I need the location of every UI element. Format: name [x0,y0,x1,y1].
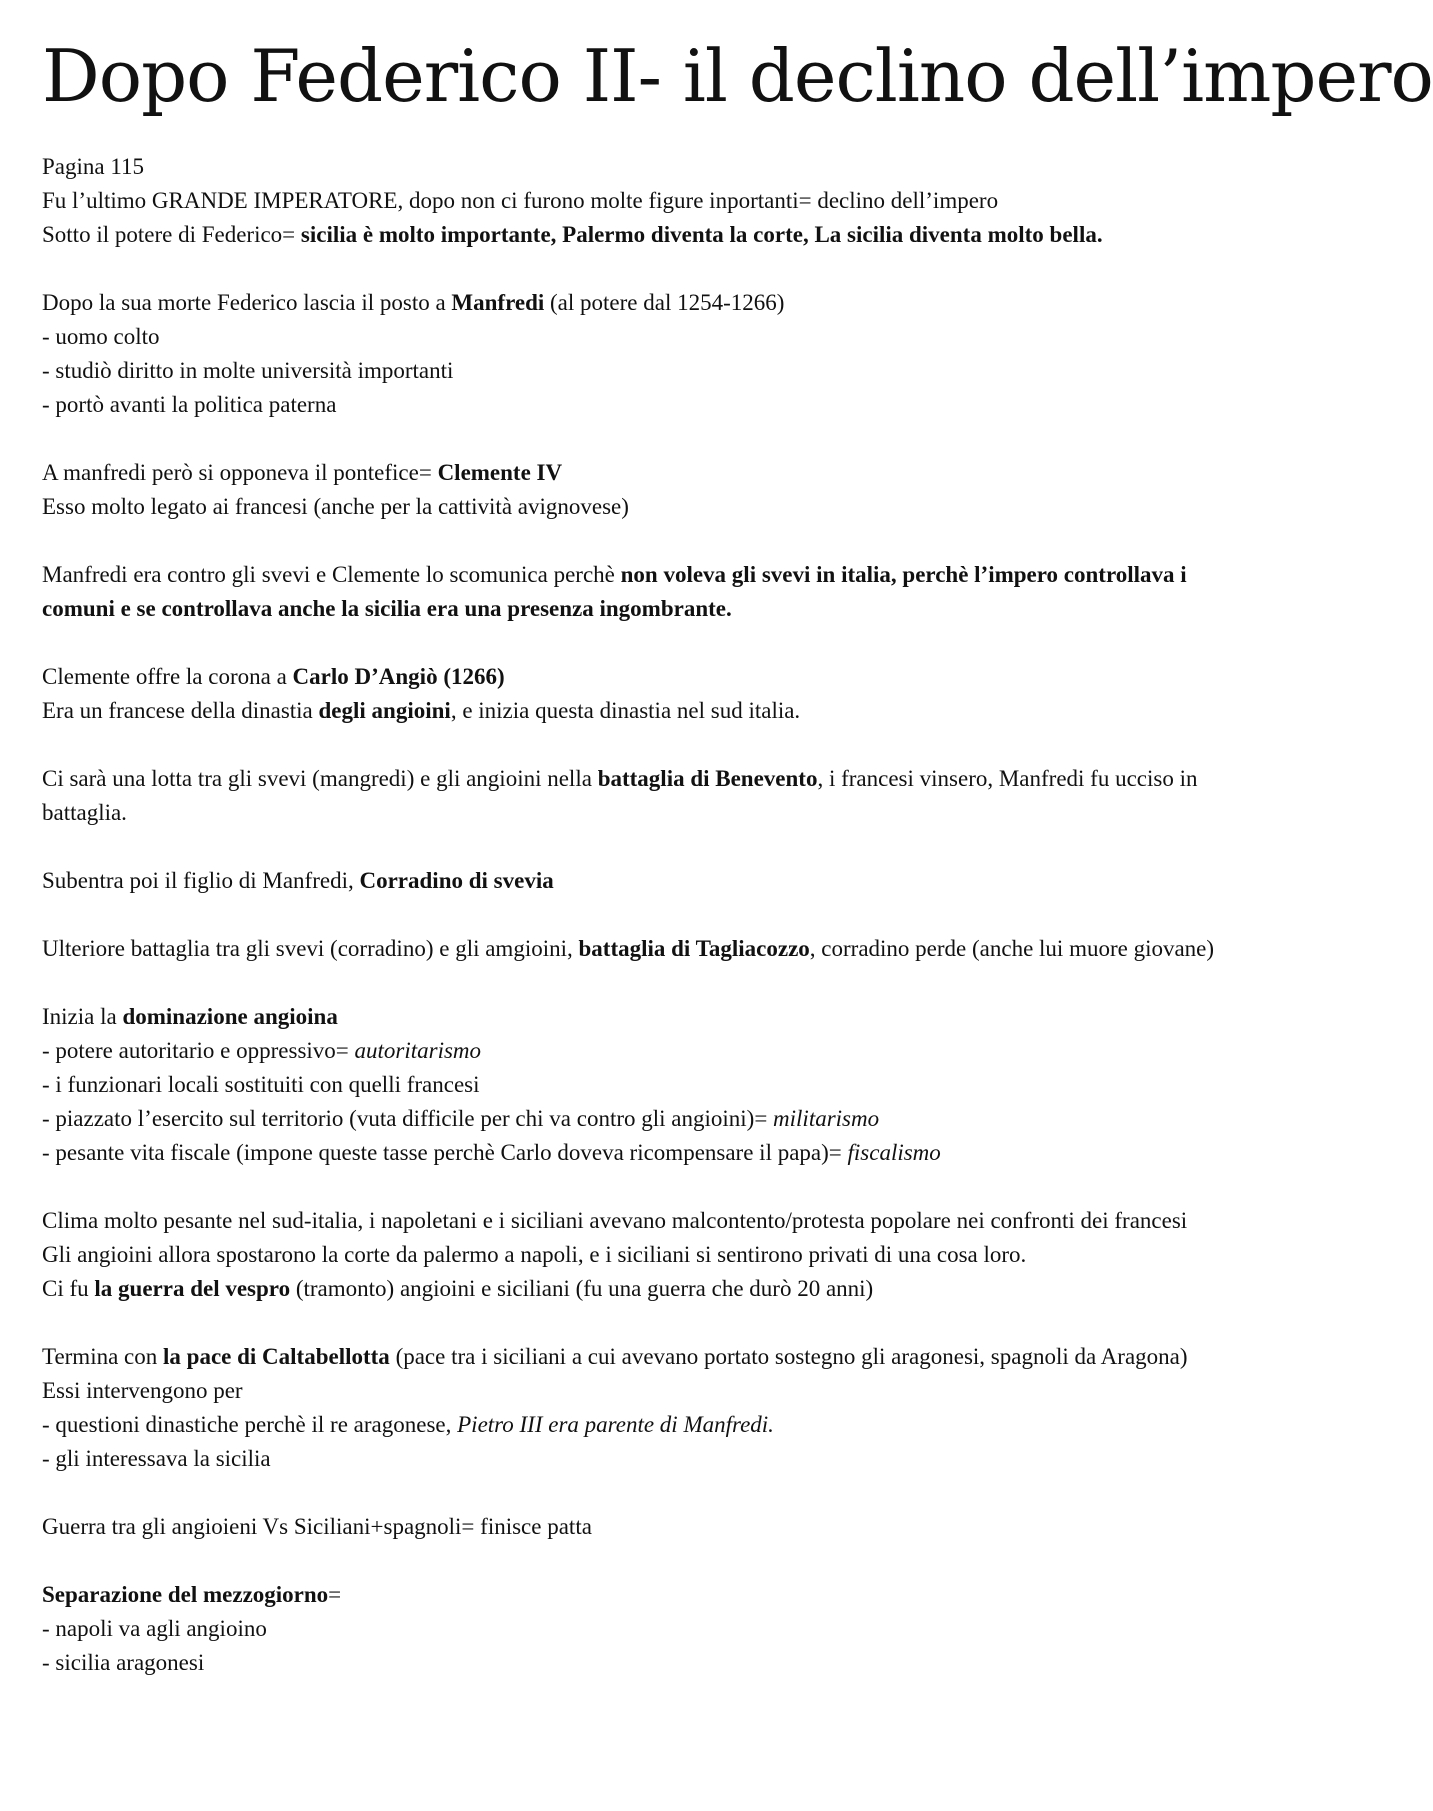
dominazione-section [42,1000,1240,1170]
list-item [42,1136,1240,1170]
bold-segment: Clemente IV [437,460,563,485]
list-item: - i funzionari locali sostituiti con quelli francesi [42,1072,480,1097]
list-item: - studiò diritto in molte università importanti [42,358,454,383]
guerra-section [42,1510,1240,1544]
page-reference: Pagina 115 [42,154,144,179]
intro-line-1: Fu l’ultimo GRANDE IMPERATORE, dopo non ci furono molte figure inportanti= declino dell’impero [42,188,999,213]
carlo-line-1 [42,660,1240,694]
caltabellotta-line-2: Essi intervengono per [42,1378,243,1403]
text-segment: (tramonto) angioini e siciliani (fu una guerra che durò 20 anni) [290,1276,874,1301]
tagliacozzo-paragraph [42,932,1240,966]
document-body [42,150,1240,1680]
text-segment: - piazzato l’esercito sul territorio (vuta difficile per chi va contro gli angioini)= [42,1106,774,1131]
manfredi-section [42,286,1240,422]
text-segment: Clemente offre la corona a [42,664,293,689]
text-segment: = [328,1582,342,1607]
manfredi-line-1 [42,286,1240,320]
spacer [42,1170,1240,1204]
corradino-line [42,864,1240,898]
list-item [42,1408,1240,1442]
text-segment: A manfredi però si opponeva il pontefice= [42,460,438,485]
clemente-line-2: Esso molto legato ai francesi (anche per la cattività avignovese) [42,494,629,519]
italic-segment: militarismo [773,1106,880,1131]
text-segment: , corradino perde (anche lui muore giovane) [809,936,1215,961]
bold-segment: battaglia di Benevento [597,766,818,791]
vespro-line-1: Clima molto pesante nel sud-italia, i napoletani e i siciliani avevano malcontento/protesta popolare nei confronti dei francesi [42,1208,1188,1233]
text-segment: - pesante vita fiscale (impone queste tasse perchè Carlo doveva ricompensare il papa)= [42,1140,848,1165]
scomunica-section [42,558,1240,626]
list-item [42,1034,1240,1068]
clemente-section [42,456,1240,524]
carlo-section [42,660,1240,728]
text-segment: Subentra poi il figlio di Manfredi, [42,868,360,893]
dominazione-line-1 [42,1000,1240,1034]
spacer [42,898,1240,932]
text-segment: , i francesi vinsero, Manfredi fu ucciso in battaglia. [42,766,1198,825]
list-item [42,1102,1240,1136]
vespro-line-3 [42,1272,1240,1306]
caltabellotta-line-1 [42,1340,1240,1374]
guerra-line: Guerra tra gli angioieni Vs Siciliani+spagnoli= finisce patta [42,1514,592,1539]
spacer [42,1476,1240,1510]
spacer [42,1306,1240,1340]
scomunica-paragraph [42,558,1240,626]
clemente-line-1 [42,456,1240,490]
text-segment: Inizia la [42,1004,123,1029]
text-segment: , e inizia questa dinastia nel sud italia. [450,698,801,723]
list-item: - gli interessava la sicilia [42,1446,271,1471]
benevento-paragraph [42,762,1240,830]
page-title: Dopo Federico II- il declino dell’impero [42,34,1433,118]
vespro-line-2: Gli angioini allora spostarono la corte da palermo a napoli, e i siciliani si sentirono privati di una cosa loro. [42,1242,1027,1267]
bold-segment: la guerra del vespro [94,1276,291,1301]
bold-segment: dominazione angioina [122,1004,338,1029]
list-item: - portò avanti la politica paterna [42,392,337,417]
vespro-section [42,1204,1240,1306]
text-segment: - potere autoritario e oppressivo= [42,1038,355,1063]
text-segment: Sotto il potere di Federico= [42,222,301,247]
intro-section [42,150,1240,252]
bold-segment: non voleva gli svevi in italia, perchè l’impero controllava i comuni e se controllava anche la sicilia era una presenza ingombrante. [42,562,1187,621]
spacer [42,626,1240,660]
text-segment: Manfredi era contro gli svevi e Clemente lo scomunica perchè [42,562,621,587]
spacer [42,422,1240,456]
caltabellotta-section [42,1340,1240,1476]
bold-segment: Corradino di svevia [359,868,554,893]
italic-segment: autoritarismo [354,1038,482,1063]
separazione-heading [42,1578,1240,1612]
carlo-line-2 [42,694,1240,728]
spacer [42,1544,1240,1578]
italic-segment: fiscalismo [847,1140,941,1165]
text-segment: (al potere dal 1254-1266) [544,290,785,315]
separazione-section [42,1578,1240,1680]
text-segment: (pace tra i siciliani a cui avevano portato sostegno gli aragonesi, spagnoli da Aragona) [389,1344,1188,1369]
italic-segment: Pietro III era parente di Manfredi. [457,1412,774,1437]
bold-segment: Carlo D’Angiò (1266) [292,664,505,689]
tagliacozzo-section [42,932,1240,966]
bold-segment: Separazione del mezzogiorno [42,1582,329,1607]
spacer [42,524,1240,558]
list-item: - uomo colto [42,324,160,349]
spacer [42,728,1240,762]
bold-segment: la pace di Caltabellotta [163,1344,390,1369]
spacer [42,830,1240,864]
text-segment: Termina con [42,1344,164,1369]
bold-segment: degli angioini [318,698,451,723]
text-segment: - questioni dinastiche perchè il re aragonese, [42,1412,458,1437]
list-item: - napoli va agli angioino [42,1616,267,1641]
intro-line-2 [42,218,1240,252]
spacer [42,966,1240,1000]
text-segment: Ci sarà una lotta tra gli svevi (mangredi) e gli angioini nella [42,766,598,791]
text-segment: Era un francese della dinastia [42,698,319,723]
text-segment: Ci fu [42,1276,95,1301]
bold-segment: sicilia è molto importante, Palermo diventa la corte, La sicilia diventa molto bella. [300,222,1103,247]
bold-segment: Manfredi [451,290,545,315]
benevento-section [42,762,1240,830]
corradino-section [42,864,1240,898]
text-segment: Dopo la sua morte Federico lascia il posto a [42,290,452,315]
list-item: - sicilia aragonesi [42,1650,205,1675]
text-segment: Ulteriore battaglia tra gli svevi (corradino) e gli amgioini, [42,936,579,961]
spacer [42,252,1240,286]
bold-segment: battaglia di Tagliacozzo [578,936,810,961]
